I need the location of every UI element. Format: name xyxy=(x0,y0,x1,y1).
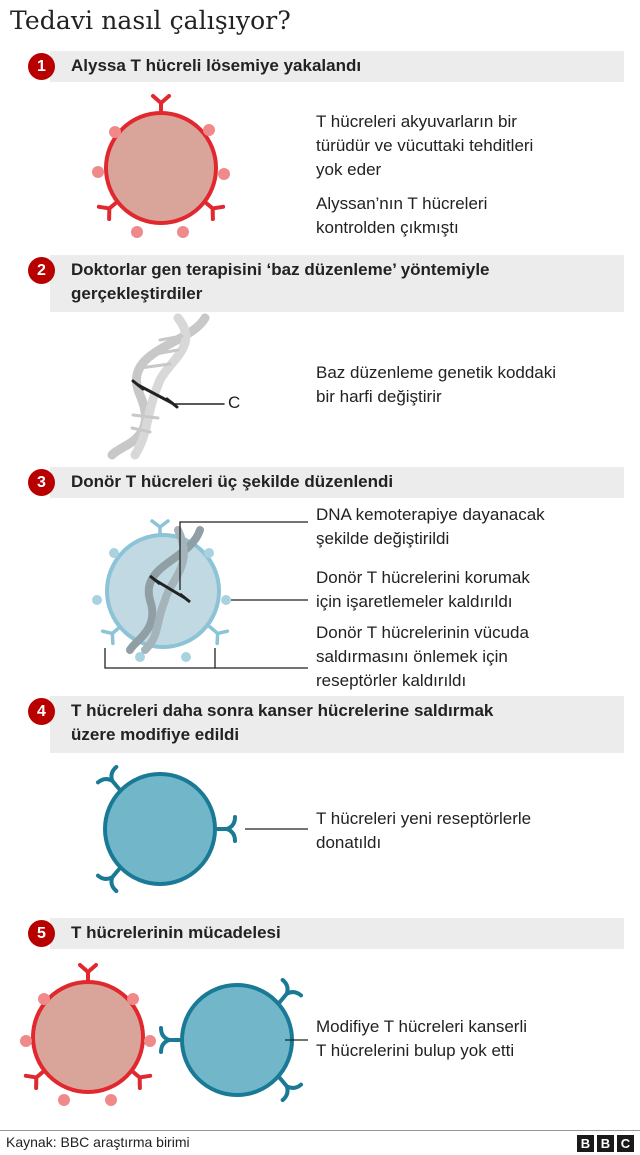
modified-t-cell-icon xyxy=(98,767,308,891)
dna-label-c: C xyxy=(228,393,241,412)
cancer-cell-icon xyxy=(92,96,230,238)
page-title: Tedavi nasıl çalışıyor? xyxy=(10,6,291,35)
step-3-desc-3: Donör T hücrelerinin vücuda saldırmasını önlemek için reseptörler kaldırıldı xyxy=(316,623,529,690)
step-4-desc: T hücreleri yeni reseptörlerle donatıldı xyxy=(316,809,532,852)
step-1-desc-1: T hücreleri akyuvarların bir türüdür ve vücuttaki tehditleri yok eder xyxy=(316,112,534,179)
cancer-cell-battle-icon xyxy=(20,965,156,1106)
step-2-badge: 2 xyxy=(28,257,55,284)
donor-cell-icon xyxy=(92,521,308,668)
step-2-desc: Baz düzenleme genetik koddaki bir harfi değiştirir xyxy=(316,363,557,406)
footer-divider xyxy=(0,1130,640,1131)
step-3-badge: 3 xyxy=(28,469,55,496)
step-1-desc-2: Alyssan’nın T hücreleri kontrolden çıkmıştı xyxy=(316,194,488,237)
dna-helix-icon xyxy=(112,318,224,455)
step-3-heading: Donör T hücreleri üç şekilde düzenlendi xyxy=(71,472,394,491)
step-5-heading: T hücrelerinin mücadelesi xyxy=(71,923,281,942)
bbc-logo: B B C xyxy=(577,1135,634,1152)
step-3-desc-1: DNA kemoterapiye dayanacak şekilde değiştirildi xyxy=(316,505,545,548)
step-4-badge: 4 xyxy=(28,698,55,725)
step-2-heading: Doktorlar gen terapisini ‘baz düzenleme’ yöntemiyle gerçekleştirdiler xyxy=(71,260,490,303)
step-1-heading: Alyssa T hücreli lösemiye yakalandı xyxy=(71,56,362,75)
step-1-badge: 1 xyxy=(28,53,55,80)
source-note: Kaynak: BBC araştırma birimi xyxy=(6,1134,190,1150)
step-5-badge: 5 xyxy=(28,920,55,947)
step-5-desc: Modifiye T hücreleri kanserli T hücrelerini bulup yok etti xyxy=(316,1017,528,1060)
step-3-desc-2: Donör T hücrelerini korumak için işaretlemeler kaldırıldı xyxy=(316,568,530,611)
step-4-heading: T hücreleri daha sonra kanser hücrelerine saldırmak üzere modifiye edildi xyxy=(71,701,494,744)
modified-t-cell-battle-icon xyxy=(161,980,308,1100)
